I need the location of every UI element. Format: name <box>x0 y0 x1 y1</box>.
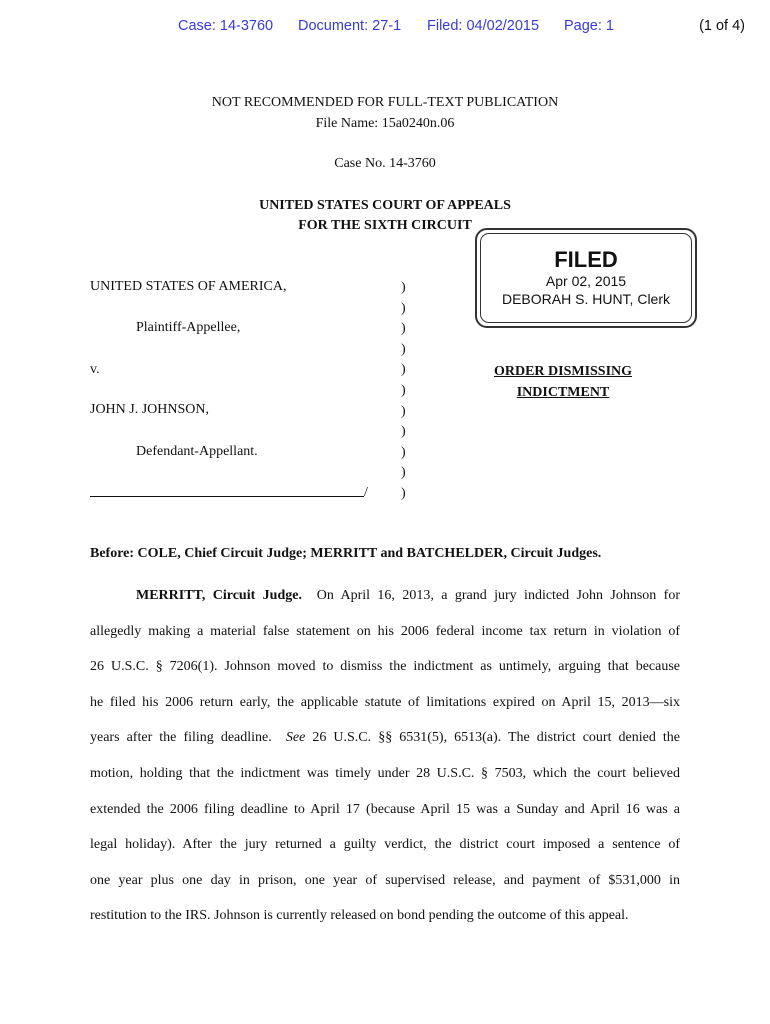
header-case: Case: 14-3760 <box>178 18 274 34</box>
filed-stamp <box>475 228 697 328</box>
caption-paren: ) <box>401 382 406 398</box>
order-title-line2: INDICTMENT <box>516 385 610 400</box>
caption-underline <box>90 496 364 497</box>
header-document: Document: 27-1 <box>298 18 402 34</box>
opinion-author: MERRITT, Circuit Judge. <box>136 588 302 603</box>
caption-paren: ) <box>401 465 406 481</box>
header-page: Page: 1 <box>564 18 614 34</box>
caption-paren: ) <box>401 300 406 316</box>
publication-notice: NOT RECOMMENDED FOR FULL-TEXT PUBLICATION <box>211 95 559 110</box>
opinion-line: extended the 2006 filing deadline to April 17 (because April 15 was a Sunday and April 16 was a <box>90 801 680 817</box>
caption-paren: ) <box>401 280 406 295</box>
opinion-line: he filed his 2006 return early, the applicable statute of limitations expired on April 15, 2013—six <box>90 694 680 710</box>
caption-paren: ) <box>401 485 406 501</box>
caption-paren: ) <box>401 321 406 337</box>
caption-plaintiff-role: Plaintiff-Appellee, <box>136 320 241 335</box>
caption-paren-column <box>401 278 406 505</box>
header-filed-date: Filed: 04/02/2015 <box>427 18 540 34</box>
caption-paren: ) <box>401 424 406 440</box>
opinion-line: 26 U.S.C. § 7206(1). Johnson moved to dismiss the indictment as untimely, arguing that because <box>90 659 680 675</box>
caption-defendant-role: Defendant-Appellant. <box>136 444 258 459</box>
file-name: File Name: 15a0240n.06 <box>315 116 455 131</box>
opinion-line: one year plus one day in prison, one year of supervised release, and payment of $531,000 in <box>90 872 680 888</box>
citation-signal: See <box>285 730 306 746</box>
case-number: Case No. 14-3760 <box>334 156 436 171</box>
opinion-line: restitution to the IRS. Johnson is currently released on bond pending the outcome of this appeal. <box>90 908 629 924</box>
caption-plaintiff: UNITED STATES OF AMERICA, <box>90 279 287 294</box>
stamp-clerk: DEBORAH S. HUNT, Clerk <box>501 291 671 307</box>
caption-underline-slash: / <box>364 485 368 500</box>
stamp-title: FILED <box>554 247 618 272</box>
caption-paren: ) <box>401 444 406 460</box>
opinion-line: MERRITT, Circuit Judge. On April 16, 2013, a grand jury indicted John Johnson for <box>136 588 681 603</box>
court-name-line1: UNITED STATES COURT OF APPEALS <box>259 198 511 213</box>
opinion-line: legal holiday). After the jury returned a guilty verdict, the district court imposed a sentence of <box>90 837 680 853</box>
stamp-date: Apr 02, 2015 <box>545 273 627 289</box>
caption-paren: ) <box>401 362 406 378</box>
opinion-line: years after the filing deadline. See 26 U.S.C. §§ 6531(5), 6513(a). The district court denied the <box>90 730 681 746</box>
opinion-line: motion, holding that the indictment was timely under 28 U.S.C. § 7503, which the court believed <box>90 765 680 781</box>
caption-paren: ) <box>401 403 406 419</box>
caption-defendant: JOHN J. JOHNSON, <box>90 402 210 417</box>
order-title-line1: ORDER DISMISSING <box>493 364 633 379</box>
opinion-paragraph <box>90 578 680 934</box>
court-name-line2: FOR THE SIXTH CIRCUIT <box>298 218 472 233</box>
opinion-line: allegedly making a material false statement on his 2006 federal income tax return in violation of <box>90 623 680 639</box>
caption-versus: v. <box>90 362 100 377</box>
caption-paren: ) <box>401 341 406 357</box>
header-page-count: (1 of 4) <box>699 18 745 34</box>
panel-judges: Before: COLE, Chief Circuit Judge; MERRITT and BATCHELDER, Circuit Judges. <box>90 546 602 561</box>
